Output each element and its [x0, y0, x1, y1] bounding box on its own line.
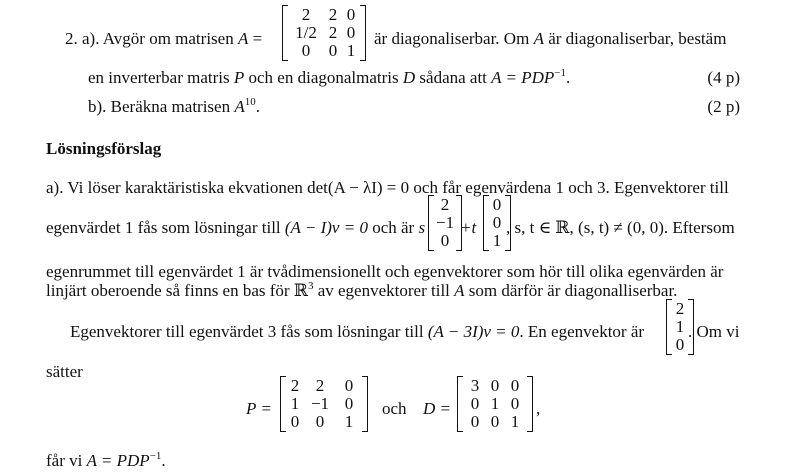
p5-eq: (A − 3I)v = 0	[427, 322, 520, 341]
matrix-a-cell: 1/2	[295, 23, 317, 42]
vector-3-cell: 0	[675, 335, 685, 354]
line2-exp: −1	[554, 67, 566, 79]
solution-p6: sätter	[46, 362, 83, 381]
matrix-d-cell: 1	[490, 394, 500, 413]
vector-3-grid	[672, 299, 688, 355]
matrix-p-cell: 1	[344, 412, 354, 431]
matrix-d-cell: 3	[470, 376, 480, 395]
matrix-a-grid	[288, 5, 360, 61]
p4-exp: 3	[307, 280, 314, 292]
matrix-a	[282, 5, 366, 61]
line1-text: är diagonaliserbar. Om	[374, 29, 530, 48]
solution-p3: egenrummet till egenvärdet 1 är tvådimensionellt och egenvektorer som hör till olika egenvärden är	[46, 262, 724, 281]
solution-p1: a). Vi löser karaktäristiska ekvationen det(A − λI) = 0 och får egenvärdena 1 och 3. Egenvektorer till	[46, 178, 729, 197]
solution-p4	[46, 281, 677, 303]
matrix-p-cell: 2	[290, 376, 300, 395]
matrix-d-grid	[463, 376, 527, 432]
vector-2-cell: 0	[492, 213, 502, 232]
matrix-a-cell: 2	[328, 23, 338, 42]
matrix-p-cell: 0	[290, 412, 300, 431]
p2-plus: +t	[460, 218, 477, 237]
points-a: (4 p)	[707, 68, 740, 87]
part-a-label: a). Avgör om matrisen	[82, 29, 234, 48]
solution-p7	[46, 451, 166, 473]
vector-1-cell: 0	[440, 231, 450, 250]
line2-eq: A = PDP	[491, 68, 555, 87]
d-label: D =	[423, 399, 451, 418]
line2-mid: och en diagonalmatris	[248, 68, 399, 87]
matrix-a-cell: 0	[346, 23, 356, 42]
part-b-text: b). Beräkna matrisen	[88, 97, 231, 116]
matrix-d-cell: 0	[490, 412, 500, 431]
p-label: P =	[246, 399, 272, 418]
matrix-comma: ,	[536, 399, 541, 418]
matrix-p-cell: 2	[315, 376, 325, 395]
vector-3-cell: 1	[675, 317, 685, 336]
matrix-p-cell: 0	[315, 412, 325, 431]
p2-start: egenvärdet 1 fås som lösningar till	[46, 218, 281, 237]
line2-end: .	[565, 68, 571, 87]
problem-line-1-tail	[374, 29, 726, 49]
och-word: och	[382, 399, 407, 418]
matrix-d-cell: 0	[470, 394, 480, 413]
vector-2-grid	[489, 195, 505, 251]
matrix-a-cell: 2	[301, 5, 311, 24]
p4-a: A	[454, 281, 465, 300]
p2-and: och är	[372, 218, 415, 237]
matrix-a-cell: 0	[328, 41, 338, 60]
vector-1-cell: 2	[440, 195, 450, 214]
vector-2-cell: 1	[492, 231, 502, 250]
matrix-a-cell: 0	[346, 5, 356, 24]
vector-1-grid	[434, 195, 456, 251]
matrix-d-cell: 0	[510, 376, 520, 395]
points-b: (2 p)	[707, 97, 740, 116]
problem-line-1	[65, 29, 262, 49]
vector-2-cell: 0	[492, 195, 502, 214]
p4b: av egenvektorer till	[317, 281, 450, 300]
part-b-exp: 10	[244, 96, 256, 108]
matrix-d-cell: 1	[510, 412, 520, 431]
line1-tail: är diagonaliserbar, bestäm	[548, 29, 727, 48]
problem-part-b	[88, 97, 260, 119]
part-b-a: A	[234, 97, 245, 116]
problem-line-2	[88, 68, 570, 90]
matrix-symbol: A	[237, 29, 249, 48]
p2-eq: (A − I)v = 0	[284, 218, 368, 237]
matrix-a-cell: 0	[301, 41, 311, 60]
matrix-p	[280, 376, 368, 432]
matrix-p-cell: 0	[344, 394, 354, 413]
line2-text: en inverterbar matris	[88, 68, 230, 87]
p7-text: får vi	[46, 451, 83, 470]
matrix-p-grid	[286, 376, 362, 432]
matrix-d	[457, 376, 533, 432]
p5-mid: . En egenvektor är	[519, 322, 645, 341]
matrix-p-cell: 1	[290, 394, 300, 413]
matrix-p-cell: −1	[310, 394, 330, 413]
p2-s: s	[418, 218, 426, 237]
p7-end: .	[161, 451, 166, 470]
line2-p: P	[233, 68, 245, 87]
matrix-d-cell: 0	[490, 376, 500, 395]
p5-text: Egenvektorer till egenvärdet 3 fås som lösningar till	[70, 322, 424, 341]
matrix-a-cell: 1	[346, 41, 356, 60]
matrix-d-cell: 0	[510, 394, 520, 413]
vector-1-cell: −1	[436, 213, 455, 232]
equals-sign: =	[252, 29, 263, 48]
p2-end: , s, t ∈ ℝ, (s, t) ≠ (0, 0). Eftersom	[506, 218, 735, 237]
solution-heading: Lösningsförslag	[46, 139, 162, 158]
solution-p2	[46, 218, 425, 238]
p4a: linjärt oberoende så finns en bas för ℝ	[46, 281, 308, 300]
p7-exp: −1	[149, 450, 162, 462]
problem-number: 2.	[65, 29, 78, 48]
p7-eq: A = PDP	[86, 451, 150, 470]
p5-end: . Om vi	[688, 322, 740, 341]
solution-p5	[70, 322, 644, 342]
matrix-a-cell: 2	[328, 5, 338, 24]
vector-1	[428, 195, 462, 251]
vector-3-cell: 2	[675, 299, 685, 318]
line1-a: A	[533, 29, 544, 48]
line2-mid2: sådana att	[419, 68, 487, 87]
p4c: som därför är diagonalliserbar.	[468, 281, 678, 300]
matrix-p-cell: 0	[344, 376, 354, 395]
part-b-end: .	[255, 97, 260, 116]
line2-d: D	[402, 68, 416, 87]
matrix-d-cell: 0	[470, 412, 480, 431]
